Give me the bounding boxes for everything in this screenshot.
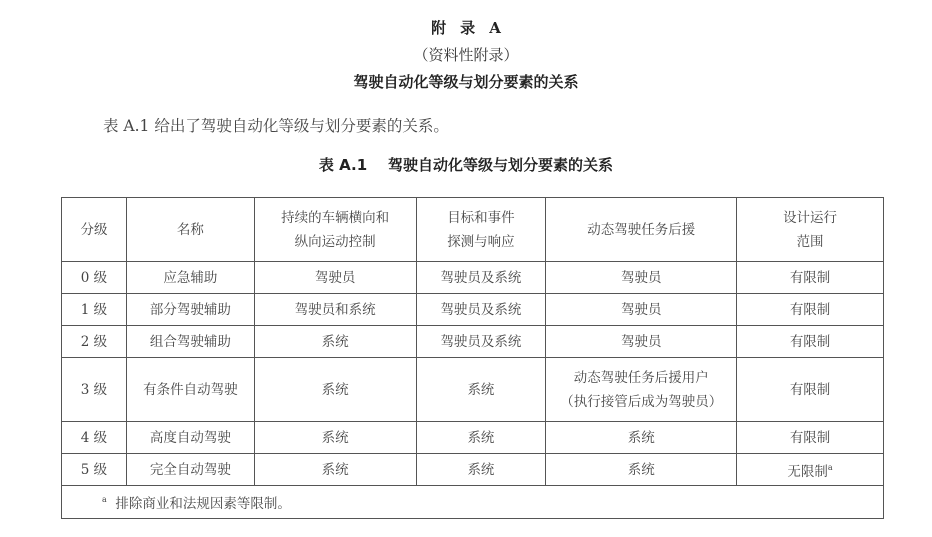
cell-motion-control: 系统 bbox=[254, 422, 416, 454]
appendix-title-part: 附 bbox=[431, 19, 447, 37]
header-fallback: 动态驾驶任务后援 bbox=[546, 198, 737, 262]
cell-oedr: 系统 bbox=[416, 358, 546, 422]
footnote-row bbox=[62, 486, 884, 519]
cell-odd: 有限制 bbox=[737, 262, 884, 294]
cell-odd: 有限制 bbox=[737, 358, 884, 422]
table-header-row bbox=[62, 198, 884, 262]
appendix-title-part: A bbox=[489, 19, 501, 37]
cell-oedr: 系统 bbox=[416, 454, 546, 486]
cell-odd-text: 无限制 bbox=[787, 463, 828, 480]
footnote bbox=[62, 486, 884, 519]
cell-odd: 有限制 bbox=[737, 294, 884, 326]
cell-level: 1 级 bbox=[62, 294, 127, 326]
appendix-title-part: 录 bbox=[460, 19, 476, 37]
intro-paragraph: 表 A.1 给出了驾驶自动化等级与划分要素的关系。 bbox=[103, 117, 449, 135]
cell-name: 应急辅助 bbox=[126, 262, 254, 294]
cell-motion-control: 系统 bbox=[254, 326, 416, 358]
cell-fallback: 系统 bbox=[546, 422, 737, 454]
table-row bbox=[62, 454, 884, 486]
cell-odd: 有限制 bbox=[737, 326, 884, 358]
cell-level: 4 级 bbox=[62, 422, 127, 454]
table-row bbox=[62, 262, 884, 294]
cell-fallback: 驾驶员 bbox=[546, 326, 737, 358]
footnote-marker: a bbox=[102, 495, 107, 504]
cell-fallback bbox=[546, 358, 737, 422]
cell-oedr: 驾驶员及系统 bbox=[416, 262, 546, 294]
cell-odd: 有限制 bbox=[737, 422, 884, 454]
appendix-subtitle: （资料性附录） bbox=[413, 46, 519, 64]
footnote-text: 排除商业和法规因素等限制。 bbox=[115, 496, 291, 512]
cell-odd bbox=[737, 454, 884, 486]
cell-oedr: 驾驶员及系统 bbox=[416, 326, 546, 358]
cell-name: 部分驾驶辅助 bbox=[126, 294, 254, 326]
header-odd: 设计运行 范围 bbox=[737, 198, 884, 262]
header-name: 名称 bbox=[126, 198, 254, 262]
cell-level: 5 级 bbox=[62, 454, 127, 486]
cell-level: 0 级 bbox=[62, 262, 127, 294]
cell-fallback: 系统 bbox=[546, 454, 737, 486]
cell-name: 有条件自动驾驶 bbox=[126, 358, 254, 422]
appendix-title bbox=[0, 17, 932, 38]
header-oedr: 目标和事件 探测与响应 bbox=[416, 198, 546, 262]
cell-motion-control: 驾驶员和系统 bbox=[254, 294, 416, 326]
cell-fallback: 驾驶员 bbox=[546, 262, 737, 294]
cell-fallback: 驾驶员 bbox=[546, 294, 737, 326]
table-caption: 表 A.1 驾驶自动化等级与划分要素的关系 bbox=[318, 156, 614, 174]
table-row bbox=[62, 422, 884, 454]
table-row bbox=[62, 358, 884, 422]
levels-table bbox=[61, 197, 884, 519]
header-level: 分级 bbox=[62, 198, 127, 262]
appendix-heading: 驾驶自动化等级与划分要素的关系 bbox=[353, 73, 579, 91]
cell-motion-control: 系统 bbox=[254, 454, 416, 486]
fallback-line-1: 动态驾驶任务后援用户 bbox=[573, 369, 709, 386]
cell-motion-control: 系统 bbox=[254, 358, 416, 422]
table-row bbox=[62, 294, 884, 326]
cell-level: 3 级 bbox=[62, 358, 127, 422]
table-row bbox=[62, 326, 884, 358]
header-motion-control: 持续的车辆横向和 纵向运动控制 bbox=[254, 198, 416, 262]
cell-oedr: 驾驶员及系统 bbox=[416, 294, 546, 326]
fallback-line-2: （执行接管后成为驾驶员） bbox=[560, 393, 723, 410]
footnote-marker: a bbox=[827, 462, 833, 472]
cell-name: 组合驾驶辅助 bbox=[126, 326, 254, 358]
cell-motion-control: 驾驶员 bbox=[254, 262, 416, 294]
cell-name: 完全自动驾驶 bbox=[126, 454, 254, 486]
cell-level: 2 级 bbox=[62, 326, 127, 358]
cell-oedr: 系统 bbox=[416, 422, 546, 454]
cell-name: 高度自动驾驶 bbox=[126, 422, 254, 454]
